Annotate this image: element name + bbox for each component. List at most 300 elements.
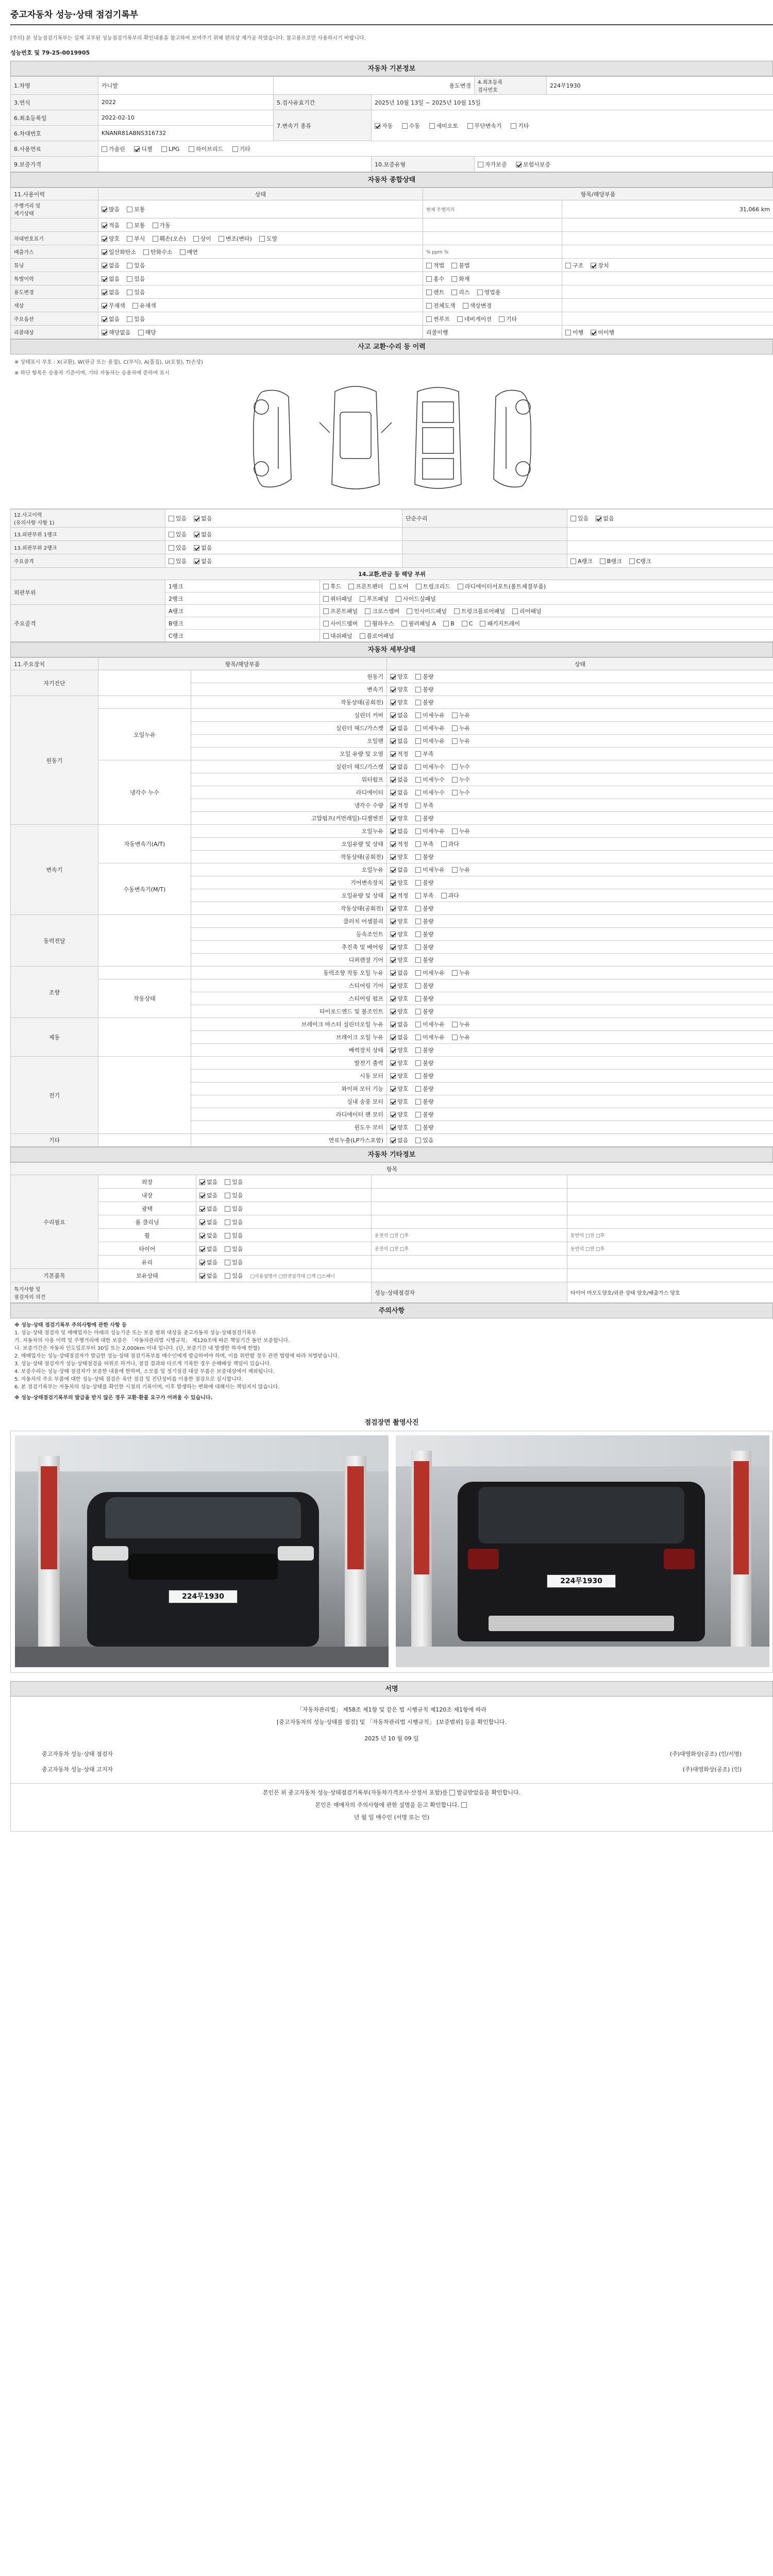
checkbox[interactable] [169,516,174,521]
checkbox[interactable] [189,146,194,152]
checkbox-option[interactable]: 미세누유 [415,827,445,835]
checkbox-option[interactable]: 프론트패널 [323,607,358,615]
checkbox[interactable] [390,893,396,899]
checkbox[interactable] [415,1035,421,1040]
checkbox-option[interactable]: 없음 [390,775,408,784]
checkbox[interactable] [127,263,132,268]
checkbox[interactable] [199,1193,205,1198]
checkbox-option[interactable]: 탄화수소 [143,248,173,256]
checkbox-option[interactable]: 없음 [199,1205,217,1213]
checkbox[interactable] [452,764,458,770]
checkbox-option[interactable]: 무단변속기 [467,122,502,130]
checkbox[interactable] [375,123,380,129]
checkbox-option[interactable]: B [443,620,455,627]
checkbox[interactable] [452,1022,458,1027]
checkbox-option[interactable]: 미세누유 [415,1020,445,1028]
checkbox[interactable] [426,263,432,268]
checkbox[interactable] [570,558,576,564]
checkbox-option[interactable]: 양호 [390,878,408,887]
checkbox-option[interactable]: 미세누유 [415,866,445,874]
checkbox[interactable] [512,608,518,614]
checkbox[interactable] [102,249,107,255]
checkbox[interactable] [102,236,107,242]
checkbox[interactable] [390,803,396,808]
checkbox-option[interactable]: 있음 [225,1205,243,1213]
checkbox-option[interactable]: 있음 [225,1272,243,1280]
checkbox-option[interactable]: 미세누유 [415,1033,445,1041]
checkbox-option[interactable]: 있음 [225,1258,243,1266]
checkbox[interactable] [600,558,606,564]
checkbox-option[interactable]: 하이브리드 [189,145,223,153]
checkbox[interactable] [102,223,107,228]
checkbox-option[interactable]: 불량 [415,1059,433,1067]
checkbox[interactable] [390,1125,396,1130]
checkbox[interactable] [127,207,132,212]
checkbox[interactable] [565,330,571,335]
checkbox-option[interactable]: 수동 [402,122,420,130]
checkbox-option[interactable]: 상이 [193,234,211,243]
checkbox[interactable] [194,545,199,551]
checkbox-option[interactable]: 있음 [169,557,187,565]
checkbox[interactable] [415,764,421,770]
checkbox[interactable] [457,316,463,322]
checkbox-option[interactable]: 변조(변타) [219,234,252,243]
checkbox-option[interactable]: 훼손(오손) [153,234,186,243]
checkbox-option[interactable]: LPG [161,146,179,152]
checkbox[interactable] [193,236,199,242]
checkbox[interactable] [451,263,457,268]
checkbox[interactable] [194,516,199,521]
checkbox[interactable] [143,249,149,255]
checkbox-option[interactable]: 디젤 [134,145,152,153]
checkbox[interactable] [570,516,576,521]
checkbox-option[interactable]: 없음 [102,315,120,323]
checkbox[interactable] [225,1273,230,1279]
checkbox-option[interactable]: 양호 [390,1046,408,1054]
checkbox-option[interactable]: 양호 [390,956,408,964]
checkbox-option[interactable]: 없음 [390,724,408,732]
checkbox[interactable] [102,303,107,309]
checkbox[interactable] [102,330,107,335]
checkbox[interactable] [396,596,401,602]
checkbox[interactable] [516,162,522,167]
checkbox[interactable] [127,223,132,228]
checkbox[interactable] [390,1099,396,1105]
checkbox[interactable] [390,919,396,924]
checkbox[interactable] [390,777,396,783]
checkbox-option[interactable]: 없음 [596,514,614,522]
checkbox-option[interactable]: 보통 [127,205,145,213]
checkbox-option[interactable]: 없음 [390,762,408,771]
checkbox-option[interactable]: 도말 [259,234,277,243]
checkbox-option[interactable]: 양호 [390,1110,408,1118]
checkbox[interactable] [219,236,224,242]
checkbox[interactable] [441,893,447,899]
checkbox[interactable] [415,1086,421,1092]
checkbox-option[interactable]: 누유 [452,737,470,745]
checkbox[interactable] [225,1219,230,1225]
checkbox-option[interactable]: 기타 [232,145,250,153]
checkbox-option[interactable]: 있음 [225,1245,243,1253]
checkbox[interactable] [102,146,107,152]
checkbox-option[interactable]: 누유 [452,827,470,835]
checkbox[interactable] [323,596,329,602]
checkbox-option[interactable]: 불량 [415,943,433,951]
checkbox-option[interactable]: 적정 [390,840,408,848]
checkbox[interactable] [467,123,473,129]
checkbox-option[interactable]: 불량 [415,930,433,938]
checkbox-option[interactable]: 없음 [390,737,408,745]
checkbox[interactable] [134,146,140,152]
checkbox-option[interactable]: 많음 [102,205,120,213]
checkbox-option[interactable]: 양호 [390,930,408,938]
checkbox[interactable] [452,790,458,795]
checkbox[interactable] [323,584,329,589]
checkbox[interactable] [390,1047,396,1053]
checkbox-option[interactable]: 불량 [415,1110,433,1118]
checkbox[interactable] [390,584,396,589]
checkbox[interactable] [441,841,447,847]
checkbox-option[interactable]: 없음 [199,1191,217,1199]
checkbox[interactable] [132,303,138,309]
checkbox[interactable] [102,316,107,322]
checkbox-option[interactable]: 있음 [127,275,145,283]
checkbox-option[interactable]: 미세누유 [415,969,445,977]
checkbox-option[interactable]: 미세누수 [415,775,445,784]
checkbox[interactable] [102,290,107,295]
checkbox-option[interactable]: 있음 [225,1231,243,1240]
checkbox[interactable] [194,532,199,537]
checkbox-option[interactable]: 있음 [127,315,145,323]
checkbox-option[interactable]: 부족 [415,750,433,758]
checkbox[interactable] [511,123,516,129]
checkbox[interactable] [390,996,396,1002]
checkbox-option[interactable]: 세미오토 [429,122,459,130]
checkbox-option[interactable]: 미세누수 [415,788,445,796]
checkbox[interactable] [415,700,421,705]
checkbox[interactable] [415,983,421,989]
checkbox-option[interactable]: 영업용 [477,288,501,296]
checkbox-option[interactable]: 없음 [194,557,212,565]
checkbox[interactable] [415,906,421,911]
checkbox-option[interactable]: 누수 [452,788,470,796]
checkbox-option[interactable]: 양호 [390,1059,408,1067]
checkbox-option[interactable]: 부족 [415,891,433,900]
checkbox-option[interactable]: 불량 [415,904,433,912]
checkbox-option[interactable]: 적정 [390,801,408,809]
checkbox-option[interactable]: 없음 [102,261,120,269]
checkbox[interactable] [477,290,483,295]
checkbox-option[interactable]: 양호 [390,853,408,861]
checkbox-option[interactable]: 리어패널 [512,607,542,615]
checkbox-option[interactable]: 불량 [415,878,433,887]
checkbox[interactable] [415,867,421,873]
checkbox-option[interactable]: 양호 [390,1123,408,1131]
checkbox[interactable] [127,316,132,322]
checkbox[interactable] [390,841,396,847]
checkbox-option[interactable]: 부족 [415,801,433,809]
checkbox-option[interactable]: 있음 [127,261,145,269]
checkbox[interactable] [415,713,421,718]
checkbox-option[interactable]: 양호 [390,981,408,990]
checkbox[interactable] [499,316,505,322]
checkbox-option[interactable]: 양호 [390,1084,408,1093]
checkbox[interactable] [415,880,421,886]
checkbox[interactable] [415,738,421,744]
checkbox-option[interactable]: 양호 [390,814,408,822]
checkbox[interactable] [323,621,329,626]
checkbox-option[interactable]: 없음 [199,1231,217,1240]
checkbox-option[interactable]: 대쉬패널 [323,632,352,640]
checkbox-option[interactable]: 양호 [390,672,408,681]
checkbox-option[interactable]: 네비게이션 [457,315,492,323]
checkbox[interactable] [480,621,485,626]
checkbox-option[interactable]: 미이행 [591,328,614,336]
checkbox-option[interactable]: 트렁크플로어패널 [454,607,505,615]
checkbox-option[interactable]: 양호 [390,904,408,912]
checkbox-option[interactable]: 없음 [194,544,212,552]
checkbox-option[interactable]: 없음 [199,1218,217,1226]
checkbox[interactable] [452,777,458,783]
checkbox[interactable] [194,558,199,564]
checkbox-option[interactable]: 불량 [415,1123,433,1131]
checkbox[interactable] [102,276,107,282]
checkbox[interactable] [390,1060,396,1066]
checkbox[interactable] [591,263,596,268]
checkbox-option[interactable]: 없음 [194,514,212,522]
checkbox[interactable] [199,1233,205,1239]
checkbox[interactable] [415,1125,421,1130]
checkbox[interactable] [390,700,396,705]
checkbox[interactable] [390,1009,396,1014]
checkbox[interactable] [199,1260,205,1265]
checkbox-option[interactable]: 없음 [390,788,408,796]
checkbox-option[interactable]: 인사이드패널 [407,607,447,615]
checkbox-option[interactable]: 해당 [138,328,156,336]
checkbox-option[interactable]: 적정 [390,891,408,900]
checkbox[interactable] [452,1035,458,1040]
checkbox-option[interactable]: 불량 [415,685,433,693]
checkbox[interactable] [390,713,396,718]
checkbox[interactable] [390,931,396,937]
checkbox-option[interactable]: 불량 [415,698,433,706]
checkbox[interactable] [416,584,422,589]
checkbox-option[interactable]: 없음 [390,1033,408,1041]
checkbox-option[interactable]: 휠하우스 [365,619,394,628]
checkbox[interactable] [463,303,468,309]
checkbox-option[interactable]: 불량 [415,1072,433,1080]
checkbox[interactable] [153,236,158,242]
checkbox[interactable] [390,764,396,770]
checkbox[interactable] [415,841,421,847]
checkbox-option[interactable]: 불법 [451,261,469,269]
checkbox[interactable] [127,276,132,282]
checkbox-option[interactable]: 색상변경 [463,301,492,310]
checkbox-option[interactable]: 미세누유 [415,711,445,719]
checkbox[interactable] [348,584,354,589]
checkbox-option[interactable]: 불량 [415,814,433,822]
checkbox[interactable] [199,1179,205,1185]
checkbox[interactable] [415,777,421,783]
checkbox[interactable] [429,123,435,129]
checkbox-option[interactable]: 미세누수 [415,762,445,771]
checkbox-option[interactable]: 가동 [153,221,171,229]
checkbox-option[interactable]: 있음 [225,1191,243,1199]
checkbox[interactable] [390,725,396,731]
checkbox-option[interactable]: 부식 [127,234,145,243]
checkbox-option[interactable]: 없음 [390,969,408,977]
checkbox[interactable] [102,263,107,268]
checkbox[interactable] [415,1009,421,1014]
checkbox-option[interactable]: 유채색 [132,301,156,310]
checkbox[interactable] [452,828,458,834]
checkbox-option[interactable]: 기타 [499,315,517,323]
checkbox[interactable] [390,906,396,911]
checkbox[interactable] [415,816,421,821]
checkbox[interactable] [452,867,458,873]
checkbox[interactable] [478,162,483,167]
checkbox[interactable] [461,1802,467,1808]
checkbox-option[interactable]: 쿼터패널 [323,595,352,603]
checkbox[interactable] [426,290,432,295]
checkbox-option[interactable]: 이행 [565,328,583,336]
checkbox-option[interactable]: 양호 [390,685,408,693]
checkbox-option[interactable]: 양호 [390,917,408,925]
checkbox-option[interactable]: 무채색 [102,301,125,310]
checkbox[interactable] [390,1035,396,1040]
checkbox[interactable] [365,621,371,626]
checkbox-option[interactable]: 없음 [102,275,120,283]
checkbox-option[interactable]: 양호 [390,698,408,706]
checkbox[interactable] [225,1206,230,1212]
checkbox[interactable] [199,1219,205,1225]
checkbox-option[interactable]: 가솔린 [102,145,125,153]
checkbox-option[interactable]: 양호 [390,1097,408,1106]
checkbox-option[interactable]: 누유 [452,1033,470,1041]
checkbox[interactable] [565,263,571,268]
checkbox-option[interactable]: 화재 [451,275,469,283]
checkbox-option[interactable]: 불량 [415,917,433,925]
checkbox-option[interactable]: 없음 [199,1245,217,1253]
checkbox[interactable] [225,1179,230,1185]
checkbox[interactable] [225,1233,230,1239]
checkbox[interactable] [127,290,132,295]
checkbox-option[interactable]: 크로스멤버 [365,607,399,615]
checkbox[interactable] [180,249,186,255]
checkbox-option[interactable]: 없음 [194,530,212,538]
checkbox-option[interactable]: 해당없음 [102,328,131,336]
checkbox[interactable] [415,957,421,963]
checkbox[interactable] [169,545,174,551]
checkbox[interactable] [596,516,601,521]
checkbox[interactable] [138,330,144,335]
checkbox-option[interactable]: 있음 [169,514,187,522]
checkbox-option[interactable]: 없음 [390,1136,408,1144]
checkbox-option[interactable]: 홍수 [426,275,444,283]
checkbox-option[interactable]: 불량 [415,1007,433,1015]
checkbox-option[interactable]: 일산화탄소 [102,248,136,256]
checkbox[interactable] [390,1073,396,1079]
checkbox-option[interactable]: 불량 [415,1046,433,1054]
checkbox[interactable] [390,1086,396,1092]
checkbox-option[interactable]: 장치 [591,261,609,269]
checkbox[interactable] [390,790,396,795]
checkbox-option[interactable]: 누유 [452,866,470,874]
checkbox-option[interactable]: 트렁크리드 [416,582,450,590]
checkbox-option[interactable]: 구조 [565,261,583,269]
checkbox-option[interactable]: 있음 [570,514,589,522]
checkbox[interactable] [390,944,396,950]
checkbox-option[interactable]: 누수 [452,762,470,771]
checkbox-option[interactable]: A랭크 [570,557,593,565]
checkbox[interactable] [591,330,596,335]
checkbox[interactable] [161,146,167,152]
checkbox[interactable] [199,1273,205,1279]
checkbox[interactable] [452,738,458,744]
checkbox-option[interactable]: 썬루프 [426,315,450,323]
checkbox[interactable] [225,1246,230,1252]
checkbox[interactable] [402,123,408,129]
checkbox-option[interactable]: 적정 [390,750,408,758]
checkbox[interactable] [415,687,421,692]
checkbox[interactable] [451,276,457,282]
checkbox[interactable] [629,558,635,564]
checkbox-option[interactable]: 불량 [415,672,433,681]
checkbox[interactable] [452,725,458,731]
checkbox[interactable] [390,687,396,692]
checkbox[interactable] [415,944,421,950]
checkbox[interactable] [169,532,174,537]
checkbox[interactable] [451,290,457,295]
checkbox-option[interactable]: 양호 [390,943,408,951]
checkbox[interactable] [390,880,396,886]
checkbox[interactable] [415,919,421,924]
checkbox[interactable] [449,1790,455,1795]
checkbox[interactable] [415,893,421,899]
checkbox-option[interactable]: 렌트 [426,288,444,296]
checkbox-option[interactable]: 있음 [415,1136,433,1144]
checkbox[interactable] [415,996,421,1002]
checkbox-option[interactable]: 전체도색 [426,301,456,310]
checkbox-option[interactable]: 미세누유 [415,737,445,745]
checkbox-option[interactable]: 불량 [415,994,433,1003]
checkbox-option[interactable]: 자동 [375,122,393,130]
checkbox[interactable] [199,1206,205,1212]
checkbox-option[interactable]: 없음 [390,866,408,874]
checkbox-option[interactable]: 사이드멤버 [323,619,358,628]
checkbox[interactable] [259,236,265,242]
checkbox-option[interactable]: C [462,620,473,627]
checkbox[interactable] [323,608,329,614]
checkbox[interactable] [390,828,396,834]
checkbox-option[interactable]: 없음 [390,711,408,719]
checkbox-option[interactable]: 양호 [102,234,120,243]
checkbox-option[interactable]: 과다 [441,891,459,900]
checkbox[interactable] [415,931,421,937]
checkbox-option[interactable]: 패키지트레이 [480,619,520,628]
checkbox-option[interactable]: 도어 [390,582,408,590]
checkbox[interactable] [127,236,132,242]
checkbox-option[interactable]: 불량 [415,981,433,990]
checkbox[interactable] [390,816,396,821]
checkbox-option[interactable]: 부족 [415,840,433,848]
checkbox[interactable] [225,1193,230,1198]
checkbox[interactable] [390,970,396,976]
checkbox[interactable] [407,608,412,614]
checkbox-option[interactable]: 필러패널 A [401,619,436,628]
checkbox-option[interactable]: 있음 [225,1218,243,1226]
checkbox-option[interactable]: 양호 [390,1072,408,1080]
